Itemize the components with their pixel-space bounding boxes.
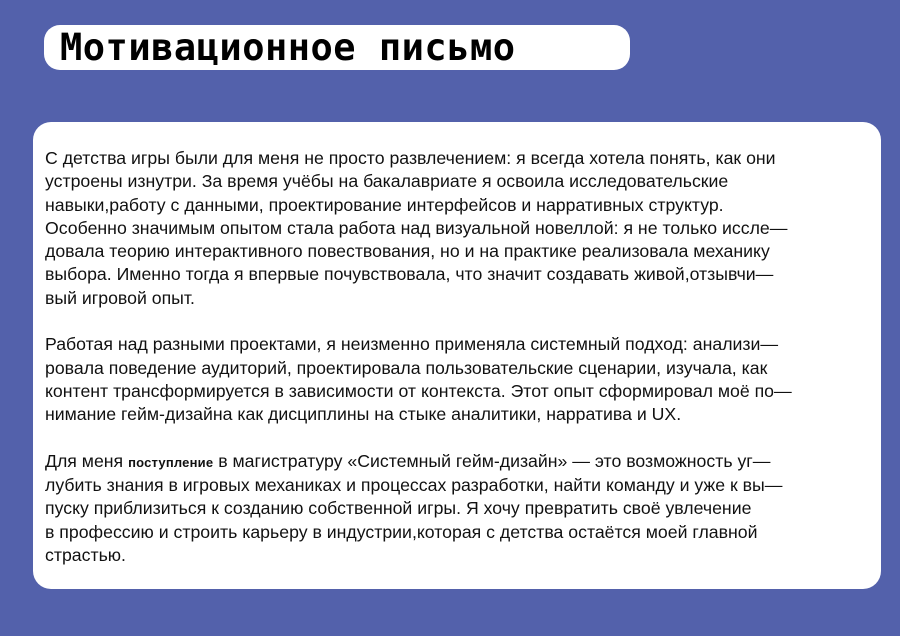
text-line: нимание гейм-дизайна как дисциплины на стыке аналитики, нарратива и UX.: [45, 404, 682, 425]
page-title: Мотивационное письмо: [60, 26, 516, 69]
text-line: Работая над разными проектами, я неизменно применяла системный подход: анализи—: [45, 334, 779, 355]
text-line: навыки,работу с данными, проектирование интерфейсов и нарративных структур.: [45, 194, 724, 215]
paragraph-spacer: [45, 310, 867, 333]
text-line: в профессию и строить карьеру в индустрии,которая с детства остаётся моей главной: [45, 521, 758, 542]
text-line: довала теорию интерактивного повествования, но и на практике реализовала механику: [45, 241, 770, 262]
text-line: лубить знания в игровых механиках и процессах разработки, найти команду и уже к вы—: [45, 475, 783, 496]
text-line: устроены изнутри. За время учёбы на бакалавриате я освоила исследовательские: [45, 171, 729, 192]
title-banner: [44, 25, 630, 70]
letter-card: [33, 122, 881, 589]
text-fragment: в магистратуру «Системный гейм-дизайн» — это возможность уг—: [218, 450, 771, 471]
text-line: контент трансформируется в зависимости от контекста. Этот опыт сформировал моё по—: [45, 380, 792, 401]
text-fragment: Для меня: [45, 450, 124, 471]
paragraph-admission: [45, 450, 867, 567]
paragraph-experience: [45, 333, 867, 426]
paragraph-spacer: [45, 427, 867, 450]
text-line: выбора. Именно тогда я впервые почувствовала, что значит создавать живой,отзывчи—: [45, 264, 774, 285]
text-line: Особенно значимым опытом стала работа над визуальной новеллой: я не только иссле—: [45, 217, 788, 238]
text-line: пуску приблизиться к созданию собственной игры. Я хочу превратить своё увлечение: [45, 498, 752, 519]
highlighted-word: поступление: [128, 454, 214, 470]
text-line: ровала поведение аудиторий, проектировала пользовательские сценарии, изучала, как: [45, 357, 768, 378]
text-line: страстью.: [45, 545, 126, 566]
text-line-admission-first: [45, 450, 867, 474]
text-line: С детства игры были для меня не просто развлечением: я всегда хотела понять, как они: [45, 148, 776, 168]
text-line: вый игровой опыт.: [45, 287, 195, 308]
paragraph-childhood: [45, 147, 867, 310]
